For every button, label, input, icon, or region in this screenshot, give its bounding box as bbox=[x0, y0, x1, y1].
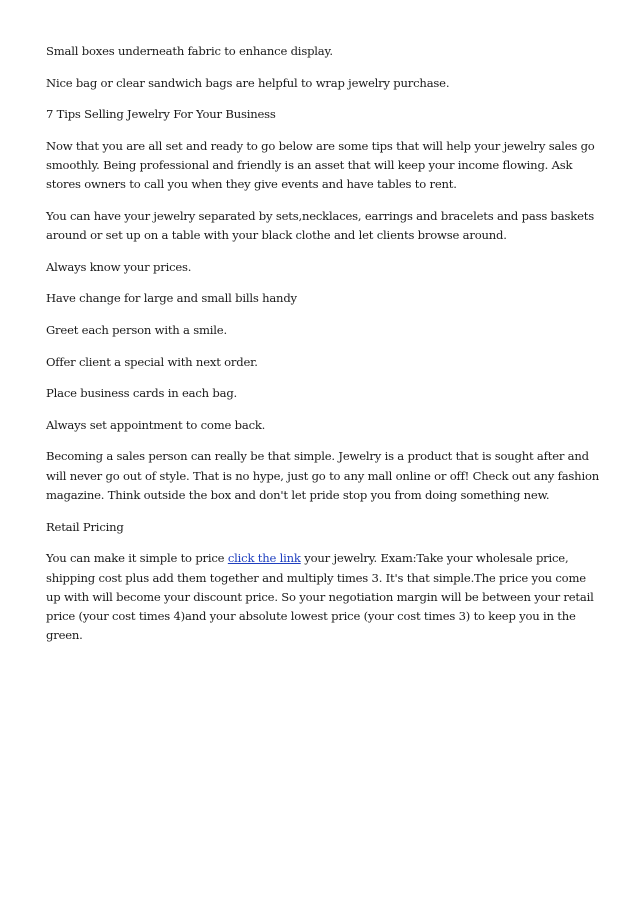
tip-change: Have change for large and small bills handy bbox=[46, 291, 297, 306]
tip-greet: Greet each person with a smile. bbox=[46, 323, 227, 338]
tip-know-prices: Always know your prices. bbox=[46, 259, 192, 274]
paragraph-pricing bbox=[46, 549, 602, 645]
tip-appointment: Always set appointment to come back. bbox=[46, 417, 266, 432]
click-the-link[interactable]: click the link bbox=[227, 551, 301, 566]
paragraph-display-tip: Small boxes underneath fabric to enhance display. bbox=[46, 44, 333, 58]
section-heading-retail-pricing: Retail Pricing bbox=[46, 519, 124, 534]
paragraph-baskets: You can have your jewelry separated by sets,necklaces, earrings and bracelets and pass baskets around or set up on a table with your black clothe and let clients browse around. bbox=[46, 208, 594, 243]
paragraph-sales-person: Becoming a sales person can really be that simple. Jewelry is a product that is sought after and will never go out of style. That is no hype, just go to any mall online or off! Check out any fashion magazine. Think outside the box and don't let pride stop you from doing something new. bbox=[46, 449, 599, 503]
paragraph-bag-tip: Nice bag or clear sandwich bags are helpful to wrap jewelry purchase. bbox=[46, 75, 450, 90]
tip-special-offer: Offer client a special with next order. bbox=[46, 354, 258, 369]
section-heading-tips: 7 Tips Selling Jewelry For Your Business bbox=[46, 107, 276, 122]
pricing-text-start: You can make it simple to price bbox=[46, 551, 228, 566]
tip-business-cards: Place business cards in each bag. bbox=[46, 386, 238, 401]
document-body bbox=[46, 42, 602, 658]
paragraph-intro: Now that you are all set and ready to go below are some tips that will help your jewelry sales go smoothly. Being professional and friendly is an asset that will keep your income flowing. Ask stores owners to call you when they give events and have tables to rent. bbox=[46, 138, 595, 192]
pricing-text-end: your jewelry. Exam:Take your wholesale price, shipping cost plus add them together and multiply times 3. It's that simple.The price you come up with will become your discount price. So your negotiation margin will be between your retail price (your cost times 4)and your absolute lowest price (your cost times 3) to keep you in the green. bbox=[46, 551, 594, 643]
